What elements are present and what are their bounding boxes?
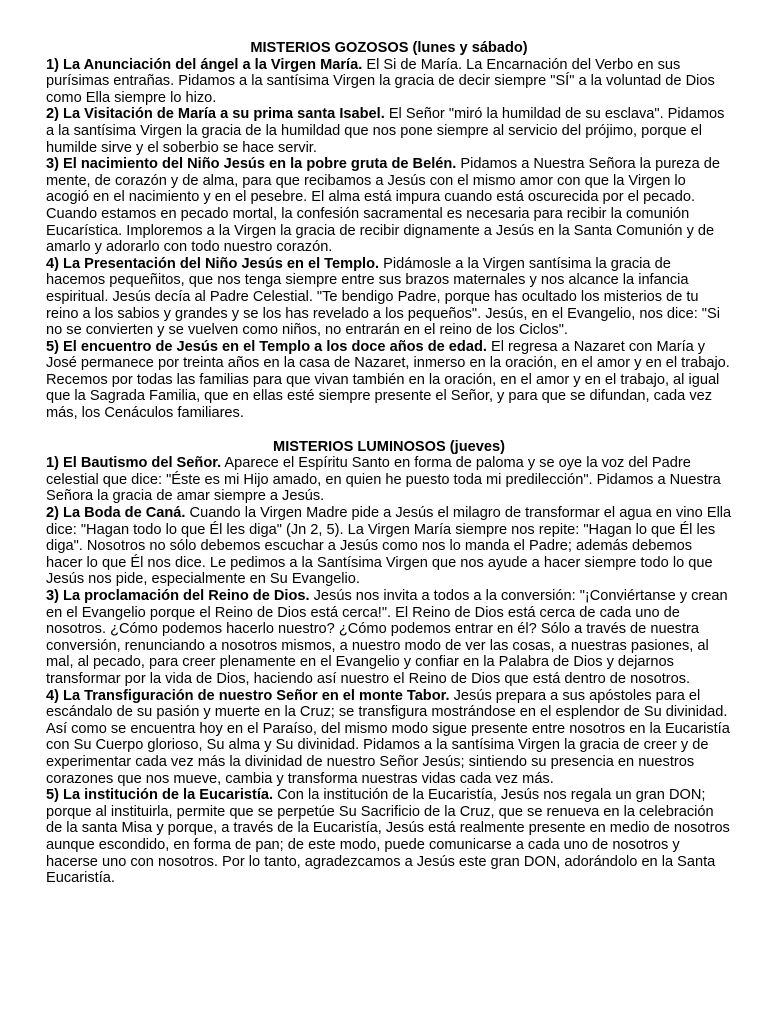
mystery-paragraph [46, 455, 732, 505]
mystery-paragraph [46, 688, 732, 788]
mystery-text: Pidamos a Nuestra Señora la pureza de mente, de corazón y de alma, para que recibamos a Jesús con el mismo amor con que la Virgen lo acogió en el nacimiento y en el pesebre. El alma está impura cuando está oscurecida por el pecado. Cuando estamos en pecado mortal, la confesión sacramental es necesaria para recibir la comunión Eucarística. Imploremos a la Virgen la gracia de recibir dignamente a Jesús en la Santa Comunión y de amarlo y adorarlo con todo nuestro corazón. [46, 156, 720, 256]
mystery-paragraph [46, 339, 732, 422]
section-heading-luminosos: MISTERIOS LUMINOSOS (jueves) [273, 438, 505, 455]
mystery-paragraph [46, 787, 732, 887]
section-heading-gozosos: MISTERIOS GOZOSOS (lunes y sábado) [250, 40, 528, 56]
mystery-paragraph [46, 588, 732, 688]
mystery-title: 2) La Boda de Caná. [46, 505, 186, 522]
mystery-text: Aparece el Espíritu Santo en forma de paloma y se oye la voz del Padre celestial que dice: "Éste es mi Hijo amado, en quien he puesto toda mi predilección". Pidamos a Nuestra Señora la gracia de amar siempre a Jesús. [46, 455, 721, 505]
mystery-title: 2) La Visitación de María a su prima santa Isabel. [46, 106, 385, 123]
mystery-paragraph [46, 156, 732, 256]
mystery-title: 1) El Bautismo del Señor. [46, 455, 222, 472]
mystery-title: 4) La Transfiguración de nuestro Señor en el monte Tabor. [46, 687, 450, 704]
mystery-text: El Si de María. La Encarnación del Verbo en sus purísimas entrañas. Pidamos a la santísima Virgen la gracia de decir siempre "SÍ" a la voluntad de Dios como Ella siempre lo hizo. [46, 56, 715, 106]
mystery-paragraph [46, 256, 732, 339]
mystery-text: Cuando la Virgen Madre pide a Jesús el milagro de transformar el agua en vino Ella dice: "Hagan todo lo que Él les diga" (Jn 2, 5). La Virgen María siempre nos repite: "Hagan lo que Él les diga". Nosotros no sólo debemos escuchar a Jesús como nos lo manda el Padre; además debemos hacer lo que Él nos dice. Le pedimos a la Santísima Virgen que nos ayude a hacer siempre todo lo que Jesús nos pide, especialmente en Su Evangelio. [46, 505, 732, 588]
mystery-title: 5) El encuentro de Jesús en el Templo a los doce años de edad. [46, 338, 487, 355]
mystery-text: Jesús nos invita a todos a la conversión: "¡Conviértanse y crean en el Evangelio porque el Reino de Dios está cerca!". El Reino de Dios está cerca de cada uno de nosotros. ¿Cómo podemos hacerlo nuestro? ¿Cómo podemos entrar en él? Sólo a través de nuestra conversión, renunciando a nosotros mismos, a nuestro modo de ver las cosas, a nuestras pasiones, al mal, al pecado, para creer plenamente en el Evangelio y confiar en la Palabra de Dios y dejarnos transformar por la vida de Dios, haciendo así nuestro el Reino de Dios que está dentro de nosotros. [46, 588, 728, 687]
mystery-title: 3) La proclamación del Reino de Dios. [46, 588, 310, 604]
mystery-text: Jesús prepara a sus apóstoles para el escándalo de su pasión y muerte en la Cruz; se transfigura mostrándose en el esplendor de Su divinidad. Así como se encuentra hoy en el Paraíso, del mismo modo sigue presente entre nosotros en la Eucaristía con Su Cuerpo glorioso, Su alma y Su divinidad. Pidamos a la santísima Virgen la gracia de creer y de experimentar cada vez más la divinidad de nuestro Señor Jesús; sintiendo su presencia en nuestros corazones que nos mueve, cambia y transforma nuestras vidas cada vez más. [46, 687, 730, 787]
mystery-paragraph [46, 57, 732, 107]
mystery-paragraph [46, 505, 732, 588]
mystery-text: El regresa a Nazaret con María y José permanece por treinta años en la casa de Nazaret, inmerso en la oración, en el amor y en el trabajo. Recemos por todas las familias para que vivan también en la oración, en el amor y en el trabajo, al igual que la Sagrada Familia, que en ellas esté siempre presente el Señor, y para que se difundan, cada vez más, los Cenáculos familiares. [46, 338, 730, 422]
mystery-title: 4) La Presentación del Niño Jesús en el Templo. [46, 255, 380, 272]
mystery-paragraph [46, 106, 732, 156]
mystery-text: Con la institución de la Eucaristía, Jesús nos regala un gran DON; porque al instituirla, permite que se perpetúe Su Sacrificio de la Cruz, que se renueva en la celebración de la santa Misa y porque, a través de la Eucaristía, Jesús está realmente presente en medio de nosotros aunque escondido, en forma de pan; de este modo, puede comunicarse a cada uno de nosotros y hacerse uno con nosotros. Por lo tanto, agradezcamos a Jesús este gran DON, adorándolo en la Santa Eucaristía. [46, 787, 730, 887]
mystery-text: Pidámosle a la Virgen santísima la gracia de hacemos pequeñitos, que nos tenga siempre entre sus brazos maternales y nos alcance la infancia espiritual. Jesús decía al Padre Celestial. "Te bendigo Padre, porque has ocultado los misterios de tu reino a los sabios y grandes y se los has revelado a los pequeños". Jesús, en el Evangelio, nos dice: "Si no se convierten y se vuelven como niños, no entrarán en el reino de los Ciclos". [46, 255, 720, 339]
mystery-text: El Señor "miró la humildad de su esclava". Pidamos a la santísima Virgen la gracia de la humildad que nos pone siempre al servicio del prójimo, porque el humilde sirve y el soberbio se hace servir. [46, 106, 725, 156]
mystery-title: 1) La Anunciación del ángel a la Virgen María. [46, 56, 363, 73]
mystery-title: 5) La institución de la Eucaristía. [46, 787, 274, 804]
section-gap [46, 422, 732, 439]
document-page [46, 40, 732, 887]
mystery-title: 3) El nacimiento del Niño Jesús en la pobre gruta de Belén. [46, 156, 457, 173]
